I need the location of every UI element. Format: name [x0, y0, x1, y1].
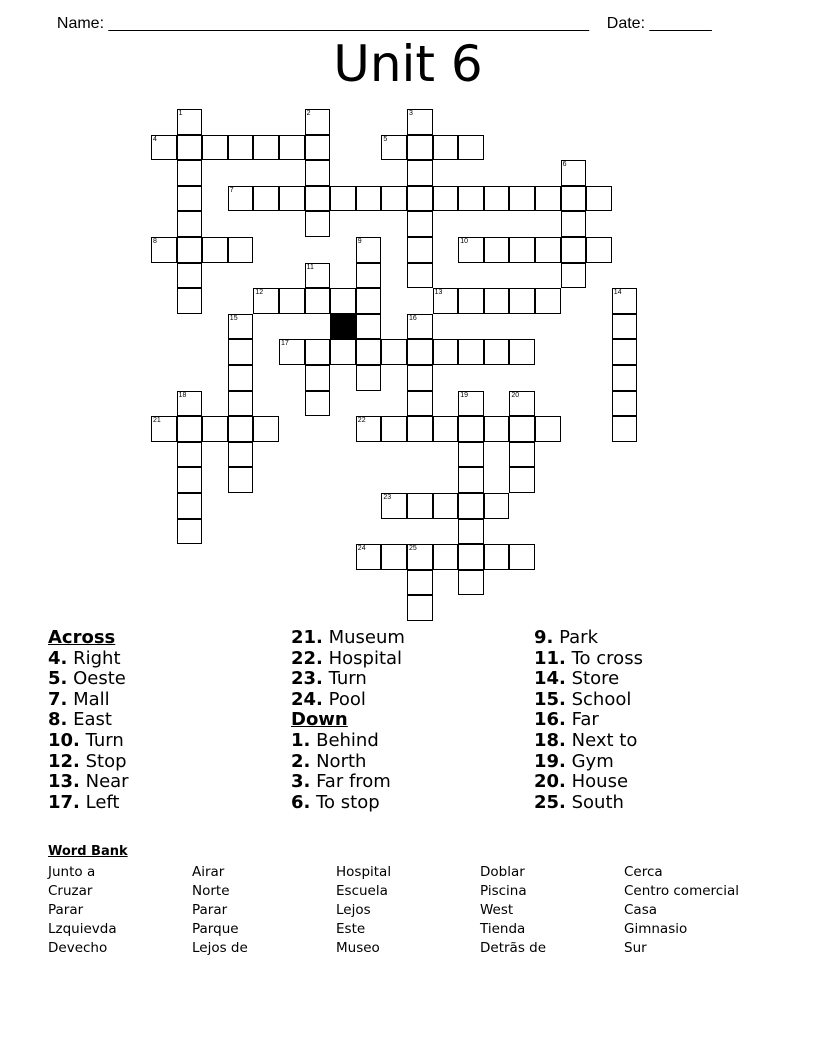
word-bank-column: [624, 863, 739, 958]
clue-number: 23.: [291, 668, 323, 690]
clue-number: 25.: [534, 791, 566, 813]
clue: [534, 752, 643, 773]
clue-number: 19.: [534, 750, 566, 772]
crossword-cell[interactable]: [433, 416, 459, 442]
word-bank-word: Centro comercial: [624, 883, 739, 899]
crossword-cell[interactable]: [433, 186, 459, 212]
clue-text: Turn: [322, 668, 367, 690]
crossword-cell[interactable]: [356, 339, 382, 365]
crossword-cell[interactable]: [356, 365, 382, 391]
crossword-cell[interactable]: [253, 416, 279, 442]
crossword-cell[interactable]: [535, 288, 561, 314]
clue-number: 20.: [534, 771, 566, 793]
word-bank-title: Word Bank: [48, 844, 128, 859]
clues-column-2: [291, 628, 405, 813]
clue-text: East: [67, 709, 112, 731]
clue-number: 15: [229, 314, 238, 322]
word-bank-word: Airar: [192, 864, 225, 880]
crossword-cell[interactable]: [561, 211, 587, 237]
clue-number: 14: [613, 289, 622, 297]
clue-number: 9.: [534, 627, 554, 648]
clue: [291, 731, 405, 752]
clue-text: School: [565, 688, 632, 710]
crossword-cell[interactable]: [509, 186, 535, 212]
crossword-cell[interactable]: [228, 237, 254, 263]
clues-column-3: [534, 628, 643, 813]
crossword-cell[interactable]: [509, 237, 535, 263]
crossword-cell[interactable]: [330, 339, 356, 365]
crossword-cell[interactable]: [612, 416, 638, 442]
crossword-cell[interactable]: [612, 391, 638, 417]
crossword-cell[interactable]: [509, 467, 535, 493]
crossword-cell[interactable]: [458, 570, 484, 596]
crossword-cell[interactable]: [228, 442, 254, 468]
crossword-cell[interactable]: [509, 442, 535, 468]
crossword-cell[interactable]: [177, 237, 203, 263]
word-bank-word: Lejos de: [192, 940, 248, 956]
crossword-cell[interactable]: [228, 391, 254, 417]
clue-number: 24.: [291, 688, 323, 710]
crossword-cell[interactable]: [305, 391, 331, 417]
clue-number: 6: [562, 161, 567, 169]
crossword-cell[interactable]: [509, 288, 535, 314]
clue-number: 2.: [291, 750, 311, 772]
crossword-cell[interactable]: [407, 211, 433, 237]
crossword-cell[interactable]: [305, 211, 331, 237]
crossword-cell[interactable]: [484, 237, 510, 263]
clue-number: 17: [281, 340, 289, 348]
clue: [291, 752, 405, 773]
word-bank-word: Hospital: [336, 864, 392, 880]
crossword-cell[interactable]: [356, 186, 382, 212]
clue-number: 25: [409, 545, 417, 553]
clue: [291, 649, 405, 670]
crossword-cell[interactable]: [228, 135, 254, 161]
clue-text: Right: [67, 647, 121, 669]
crossword-cell[interactable]: [433, 544, 459, 570]
word-bank-word: Lejos: [336, 902, 371, 918]
clue-number: 22: [357, 417, 366, 425]
clue: [48, 772, 129, 793]
clue-number: 7.: [48, 688, 68, 710]
word-bank-word: Sur: [624, 940, 647, 956]
page-title: Unit 6: [333, 35, 483, 93]
clue-number: 8: [153, 238, 157, 245]
crossword-cell[interactable]: [586, 186, 612, 212]
crossword-cell[interactable]: [535, 416, 561, 442]
word-bank-word: Parar: [48, 902, 84, 918]
clue-number: 3.: [291, 771, 311, 793]
crossword-cell[interactable]: [381, 339, 407, 365]
clue-text: Turn: [79, 729, 124, 751]
clue: [291, 772, 405, 793]
clue-number: 10.: [48, 729, 80, 751]
crossword-cell[interactable]: [484, 288, 510, 314]
word-bank-word: Doblar: [480, 864, 525, 880]
crossword-cell[interactable]: [177, 519, 203, 545]
clue-number: 16: [409, 314, 417, 322]
crossword-cell[interactable]: [561, 263, 587, 289]
clue: [534, 772, 643, 793]
crossword-cell[interactable]: [202, 237, 228, 263]
crossword-cell[interactable]: [228, 416, 254, 442]
clue: [48, 731, 129, 752]
clue-number: 1.: [291, 729, 311, 751]
clue-text: House: [565, 771, 629, 793]
crossword-cell[interactable]: [305, 339, 331, 365]
word-bank-word: West: [480, 902, 514, 918]
crossword-cell[interactable]: [535, 186, 561, 212]
down-heading: Down: [291, 709, 348, 731]
clue-number: 15.: [534, 688, 566, 710]
clue-text: North: [310, 750, 367, 772]
crossword-cell[interactable]: [433, 493, 459, 519]
crossword-cell[interactable]: [407, 595, 433, 621]
clue-number: 16.: [534, 709, 566, 731]
crossword-cell[interactable]: [458, 493, 484, 519]
word-bank-word: Devecho: [48, 940, 108, 956]
crossword-cell[interactable]: [407, 160, 433, 186]
crossword-cell[interactable]: [177, 467, 203, 493]
word-bank-word: Cerca: [624, 864, 663, 880]
clue-number: 2: [306, 110, 311, 117]
crossword-cell[interactable]: [484, 544, 510, 570]
crossword-cell[interactable]: [330, 288, 356, 314]
clue-number: 19: [460, 391, 468, 399]
word-bank-word: Parar: [192, 902, 228, 918]
clue-number: 11.: [534, 647, 566, 669]
clue-number: 13: [434, 289, 443, 297]
clue-number: 10: [460, 238, 468, 245]
clue-number: 3: [409, 110, 413, 117]
word-bank-column: [336, 863, 391, 958]
clue-number: 18: [178, 391, 187, 399]
crossword-cell[interactable]: [279, 135, 305, 161]
clue-number: 21: [153, 417, 161, 425]
crossword-cell[interactable]: [356, 288, 382, 314]
crossword-cell[interactable]: [381, 186, 407, 212]
crossword-cell[interactable]: [177, 211, 203, 237]
clue-number: 20: [511, 391, 520, 399]
clue-number: 9: [357, 238, 362, 245]
crossword-cell[interactable]: [305, 186, 331, 212]
clue-number: 13.: [48, 771, 80, 793]
crossword-cell[interactable]: [202, 135, 228, 161]
clue-number: 22.: [291, 647, 323, 669]
clue: [48, 649, 129, 670]
crossword-cell[interactable]: [509, 416, 535, 442]
crossword-cell[interactable]: [612, 314, 638, 340]
crossword-cell[interactable]: [253, 186, 279, 212]
clue-text: Gym: [565, 750, 614, 772]
clue-text: Stop: [79, 750, 127, 772]
clue-number: 12.: [48, 750, 80, 772]
crossword-cell[interactable]: [305, 288, 331, 314]
clue-number: 21.: [291, 627, 323, 648]
crossword-cell[interactable]: [484, 493, 510, 519]
clue-number: 17.: [48, 791, 80, 813]
crossword-cell[interactable]: [202, 416, 228, 442]
crossword-cell[interactable]: [381, 416, 407, 442]
crossword-cell[interactable]: [305, 365, 331, 391]
crossword-cell[interactable]: [407, 391, 433, 417]
word-bank-word: Casa: [624, 902, 658, 918]
clue-number: 4.: [48, 647, 68, 669]
clue-number: 8.: [48, 709, 68, 731]
crossword-cell[interactable]: [177, 135, 203, 161]
crossword-cell[interactable]: [381, 544, 407, 570]
word-bank-word: Museo: [336, 940, 380, 956]
crossword-cell[interactable]: [458, 467, 484, 493]
name-label[interactable]: Name: ______________________________________________________: [56, 15, 589, 32]
word-bank-word: Gimnasio: [624, 921, 688, 937]
word-bank-word: Lzquievda: [48, 921, 117, 937]
clue-number: 1: [178, 110, 183, 117]
clue: [534, 669, 643, 690]
clue-number: 6.: [291, 791, 311, 813]
crossword-cell[interactable]: [458, 135, 484, 161]
crossword-cell[interactable]: [228, 339, 254, 365]
crossword-cell[interactable]: [407, 570, 433, 596]
clue-number: 7: [229, 186, 234, 194]
clue-text: Oeste: [67, 668, 126, 690]
crossword-cell[interactable]: [458, 544, 484, 570]
word-bank-word: Norte: [192, 883, 230, 899]
clue-text: Next to: [565, 729, 638, 751]
crossword-cell[interactable]: [407, 493, 433, 519]
crossword-cell[interactable]: [279, 288, 305, 314]
crossword-cell[interactable]: [177, 263, 203, 289]
word-bank-word: Escuela: [336, 883, 388, 899]
clues-column-1: [48, 628, 129, 813]
clue: [48, 752, 129, 773]
crossword-cell[interactable]: [407, 339, 433, 365]
crossword-cell[interactable]: [177, 288, 203, 314]
clue-text: Park: [553, 627, 598, 648]
clue-text: Pool: [322, 688, 366, 710]
crossword-cell[interactable]: [535, 237, 561, 263]
crossword-cell[interactable]: [484, 186, 510, 212]
word-bank-word: Piscina: [480, 883, 527, 899]
clue-number: 24: [357, 545, 366, 553]
crossword-cell[interactable]: [407, 263, 433, 289]
crossword-cell[interactable]: [458, 288, 484, 314]
crossword-cell[interactable]: [458, 442, 484, 468]
clue-number: 18.: [534, 729, 566, 751]
clue-text: Far: [565, 709, 599, 731]
crossword-cell[interactable]: [356, 263, 382, 289]
crossword-cell[interactable]: [177, 160, 203, 186]
crossword-cell[interactable]: [509, 544, 535, 570]
clue: [291, 628, 405, 649]
clue: [534, 690, 643, 711]
clue-text: Mall: [67, 688, 110, 710]
clue-number: 11: [306, 263, 314, 271]
clue: [48, 690, 129, 711]
crossword-cell[interactable]: [305, 135, 331, 161]
crossword-cell[interactable]: [612, 339, 638, 365]
crossword-cell[interactable]: [228, 365, 254, 391]
clue: [48, 793, 129, 814]
crossword-cell[interactable]: [561, 186, 587, 212]
crossword-cell[interactable]: [509, 339, 535, 365]
word-bank-column: [192, 863, 248, 958]
crossword-cell[interactable]: [586, 237, 612, 263]
clue: [291, 793, 405, 814]
crossword-cell[interactable]: [458, 339, 484, 365]
crossword-cell[interactable]: [561, 237, 587, 263]
crossword-cell[interactable]: [407, 135, 433, 161]
clue-number: 5: [383, 135, 388, 143]
crossword-cell[interactable]: [228, 467, 254, 493]
crossword-cell[interactable]: [253, 135, 279, 161]
crossword-black-cell: [330, 314, 356, 340]
clue-text: South: [565, 791, 624, 813]
clue: [534, 731, 643, 752]
across-heading: Across: [48, 627, 116, 648]
crossword-cell[interactable]: [279, 186, 305, 212]
clue: [534, 628, 643, 649]
crossword-cell[interactable]: [484, 339, 510, 365]
crossword-cell[interactable]: [356, 314, 382, 340]
clue: [534, 649, 643, 670]
crossword-cell[interactable]: [458, 186, 484, 212]
word-bank-column: [48, 863, 117, 958]
word-bank-word: Detrãs de: [480, 940, 547, 956]
crossword-cell[interactable]: [305, 160, 331, 186]
crossword-cell[interactable]: [433, 339, 459, 365]
clue-text: Far from: [310, 771, 391, 793]
clue-text: Hospital: [322, 647, 403, 669]
clue-number: 4: [153, 135, 157, 143]
clue-text: Behind: [310, 729, 379, 751]
crossword-cell[interactable]: [433, 135, 459, 161]
crossword-cell[interactable]: [177, 186, 203, 212]
word-bank-column: [480, 863, 546, 958]
crossword-cell[interactable]: [484, 416, 510, 442]
clue: [534, 710, 643, 731]
clue-number: 12: [255, 289, 264, 297]
clue-text: To cross: [565, 647, 643, 669]
clue-text: Museum: [322, 627, 405, 648]
clue: [534, 793, 643, 814]
crossword-cell[interactable]: [177, 442, 203, 468]
word-bank-word: Parque: [192, 921, 239, 937]
crossword-cell[interactable]: [330, 186, 356, 212]
clue-text: Near: [79, 771, 129, 793]
crossword-cell[interactable]: [458, 416, 484, 442]
word-bank-word: Cruzar: [48, 883, 93, 899]
clue-text: Store: [565, 668, 620, 690]
word-bank-word: Este: [336, 921, 366, 937]
crossword-cell[interactable]: [177, 416, 203, 442]
clue: [48, 710, 129, 731]
clue-number: 23: [383, 494, 392, 501]
crossword-cell[interactable]: [458, 519, 484, 545]
date-label[interactable]: Date: _______: [606, 15, 712, 32]
word-bank-word: Junto a: [48, 864, 96, 880]
crossword-cell[interactable]: [177, 493, 203, 519]
crossword-cell[interactable]: [407, 237, 433, 263]
word-bank-word: Tienda: [480, 921, 526, 937]
crossword-cell[interactable]: [407, 365, 433, 391]
clue-text: Left: [79, 791, 120, 813]
clue-number: 14.: [534, 668, 566, 690]
crossword-cell[interactable]: [612, 365, 638, 391]
clue: [291, 669, 405, 690]
clue: [291, 690, 405, 711]
crossword-cell[interactable]: [407, 186, 433, 212]
clue-number: 5.: [48, 668, 68, 690]
crossword-cell[interactable]: [407, 416, 433, 442]
clue: [48, 669, 129, 690]
clue-text: To stop: [310, 791, 380, 813]
